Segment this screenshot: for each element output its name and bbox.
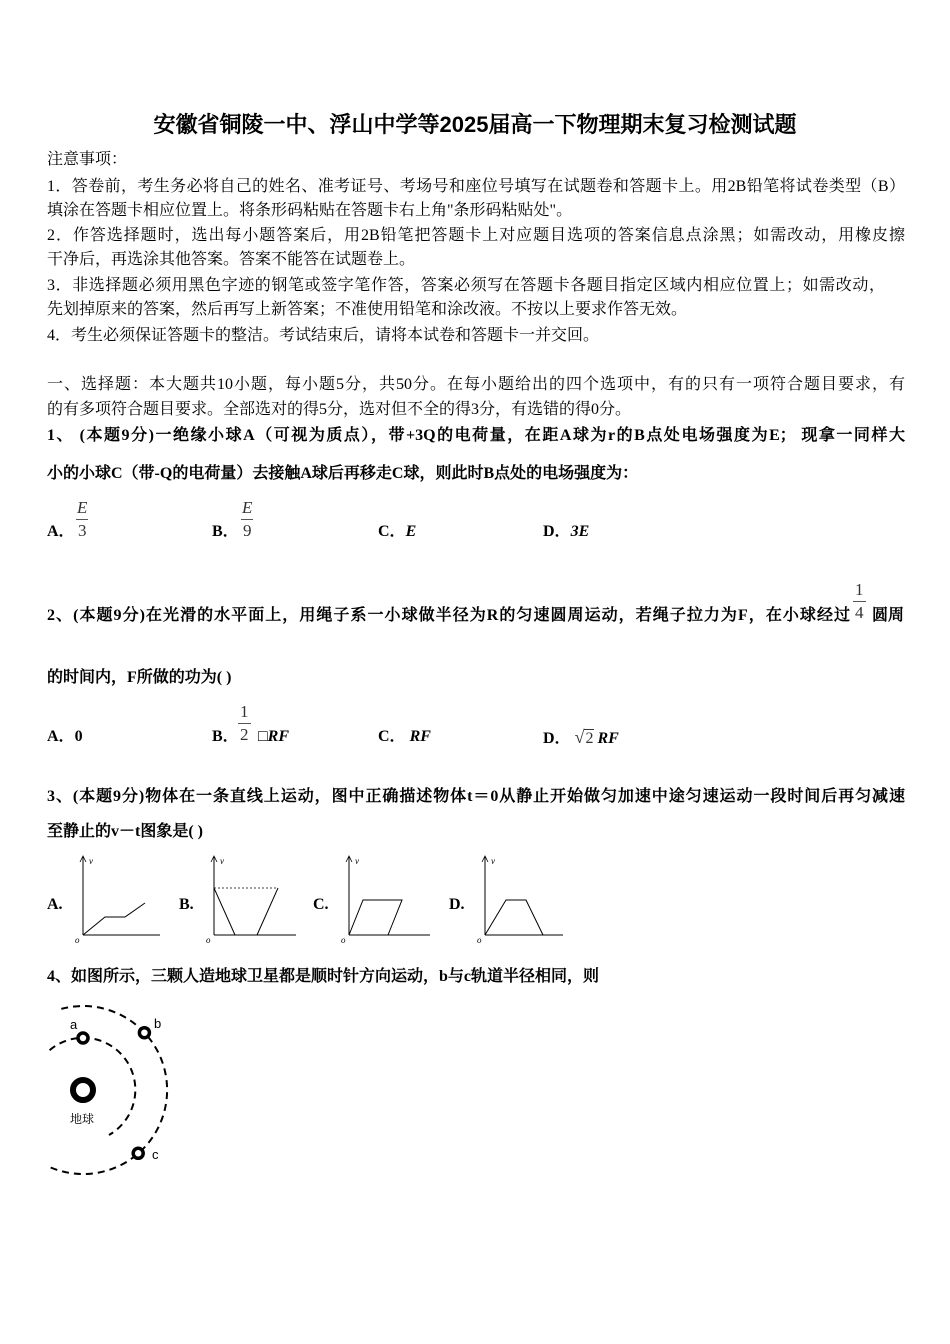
option-label: C．: [378, 728, 406, 745]
notice-line: 2．作答选择题时，选出每小题答案后，用2B铅笔把答题卡上对应题目选项的答案信息点涂黑；如需改动，用橡皮擦: [47, 227, 905, 244]
vt-curve: [485, 900, 543, 935]
fraction-numerator: E: [242, 498, 253, 517]
origin-label: o: [341, 935, 346, 944]
y-axis-label: v: [355, 856, 359, 866]
q3-option-b-label: B.: [179, 896, 194, 913]
notice-line: 1．答卷前，考生务必将自己的姓名、准考证号、考场号和座位号填写在试题卷和答题卡上。用2B铅笔将试卷类型（B）: [47, 178, 905, 195]
satellite-c-label: c: [152, 1147, 159, 1162]
fraction-numerator: 1: [240, 702, 249, 721]
q3-option-b-graph: [200, 852, 300, 944]
fraction-denominator: 9: [242, 521, 252, 540]
origin-label: o: [75, 935, 80, 944]
satellite-a-icon: [78, 1033, 88, 1043]
vt-curve: [349, 900, 402, 935]
sqrt-radicand: 2: [585, 730, 594, 747]
vt-curve: [83, 903, 145, 935]
earth-label: 地球: [69, 1112, 95, 1126]
sqrt-icon: √: [574, 727, 585, 747]
question-4-stem-line: 4、如图所示，三颗人造地球卫星都是顺时针方向运动，b与c轨道半径相同，则: [47, 968, 600, 985]
question-2-stem-line: 的时间内，F所做的功为( ): [47, 669, 232, 686]
question-2-stem-suffix: 圆周: [872, 607, 905, 624]
y-axis-label: v: [491, 856, 495, 866]
notice-line: 干净后，再选涂其他答案。答案不能答在试题卷上。: [47, 251, 416, 268]
q1-option-b-label: B．: [212, 523, 239, 540]
y-axis-label: v: [89, 856, 93, 866]
q3-option-d-label: D.: [449, 896, 465, 913]
q2-option-d: [543, 725, 619, 751]
notice-line: 填涂在答题卡相应位置上。将条形码粘贴在答题卡右上角"条形码粘贴处"。: [47, 202, 573, 219]
q2-option-b-fraction: [238, 701, 251, 746]
question-3-stem-line: 3、(本题9分)物体在一条直线上运动，图中正确描述物体t＝0从静止开始做匀加速中途匀速运动一段时间后再匀减速: [47, 788, 905, 805]
option-symbol: □: [258, 728, 268, 745]
notice-line: 3．非选择题必须用黑色字迹的钢笔或签字笔作答，答案必须写在答题卡各题目指定区域内相应位置上；如需改动，: [47, 277, 885, 294]
vt-curve: [257, 888, 278, 935]
fraction-denominator: 2: [240, 725, 249, 744]
notice-line: 4．考生必须保证答题卡的整洁。考试结束后，请将本试卷和答题卡一并交回。: [47, 327, 600, 344]
option-value: E: [405, 523, 417, 540]
option-value: RF: [409, 728, 431, 745]
q1-option-d: [543, 520, 589, 544]
notice-line: 先划掉原来的答案，然后再写上新答案；不准使用铅笔和涂改液。不按以上要求作答无效。: [47, 301, 688, 318]
fraction-denominator: 4: [855, 603, 864, 622]
option-value: RF: [597, 730, 619, 747]
satellite-orbit-diagram: [40, 1000, 180, 1185]
satellite-b-label: b: [154, 1016, 162, 1031]
y-axis-label: v: [220, 856, 224, 866]
q2-option-a: [47, 725, 83, 749]
q3-option-a-graph: [70, 852, 170, 944]
question-1-stem-line: 小的小球C（带-Q的电荷量）去接触A球后再移走C球，则此时B点处的电场强度为：: [47, 465, 639, 482]
q1-option-c: [378, 520, 416, 544]
q1-option-a-label: A．: [47, 523, 75, 540]
section-intro-line: 的有多项符合题目要求。全部选对的得5分，选对但不全的得3分，有选错的得0分。: [47, 401, 632, 418]
q1-option-a-fraction: [75, 497, 89, 542]
q3-option-a-label: A.: [47, 896, 63, 913]
q2-option-b-label: B．: [212, 728, 239, 745]
option-label: D．: [543, 730, 571, 747]
q1-option-b-fraction: [240, 497, 254, 542]
option-value: RF: [267, 728, 290, 745]
fraction-denominator: 3: [77, 521, 87, 540]
page-title: 安徽省铜陵一中、浮山中学等2025届高一下物理期末复习检测试题: [153, 112, 797, 137]
fraction-numerator: 1: [855, 580, 864, 599]
option-value: 3E: [570, 523, 590, 540]
q2-stem-fraction: [853, 579, 866, 624]
section-intro-line: 一、选择题：本大题共10小题，每小题5分，共50分。在每小题给出的四个选项中，有的只有一项符合题目要求，有: [47, 376, 905, 393]
q3-option-d-graph: [471, 852, 571, 944]
option-label: D．: [543, 523, 571, 540]
notice-heading: 注意事项：: [47, 151, 128, 168]
question-2-stem-line: 2、(本题9分)在光滑的水平面上，用绳子系一小球做半径为R的匀速圆周运动，若绳子拉力为F，在小球经过: [47, 607, 850, 624]
q3-option-c-graph: [335, 852, 435, 944]
question-1-stem-line: 1、 (本题9分)一绝缘小球A（可视为质点），带+3Q的电荷量，在距A球为r的B点处电场强度为E； 现拿一同样大: [47, 427, 905, 444]
vt-curve: [214, 888, 235, 935]
satellite-b-icon: [139, 1028, 149, 1038]
option-label: A．: [47, 728, 75, 745]
satellite-a-label: a: [70, 1017, 78, 1032]
fraction-numerator: E: [77, 498, 88, 517]
q2-option-c: [378, 725, 431, 749]
option-value: 0: [74, 728, 83, 745]
earth-icon: [73, 1080, 93, 1100]
option-label: C．: [378, 523, 406, 540]
q2-option-b-value: [258, 725, 289, 749]
origin-label: o: [206, 935, 211, 944]
origin-label: o: [477, 935, 482, 944]
q3-option-c-label: C.: [313, 896, 329, 913]
satellite-c-icon: [133, 1148, 143, 1158]
question-3-stem-line: 至静止的v－t图象是( ): [47, 823, 203, 840]
